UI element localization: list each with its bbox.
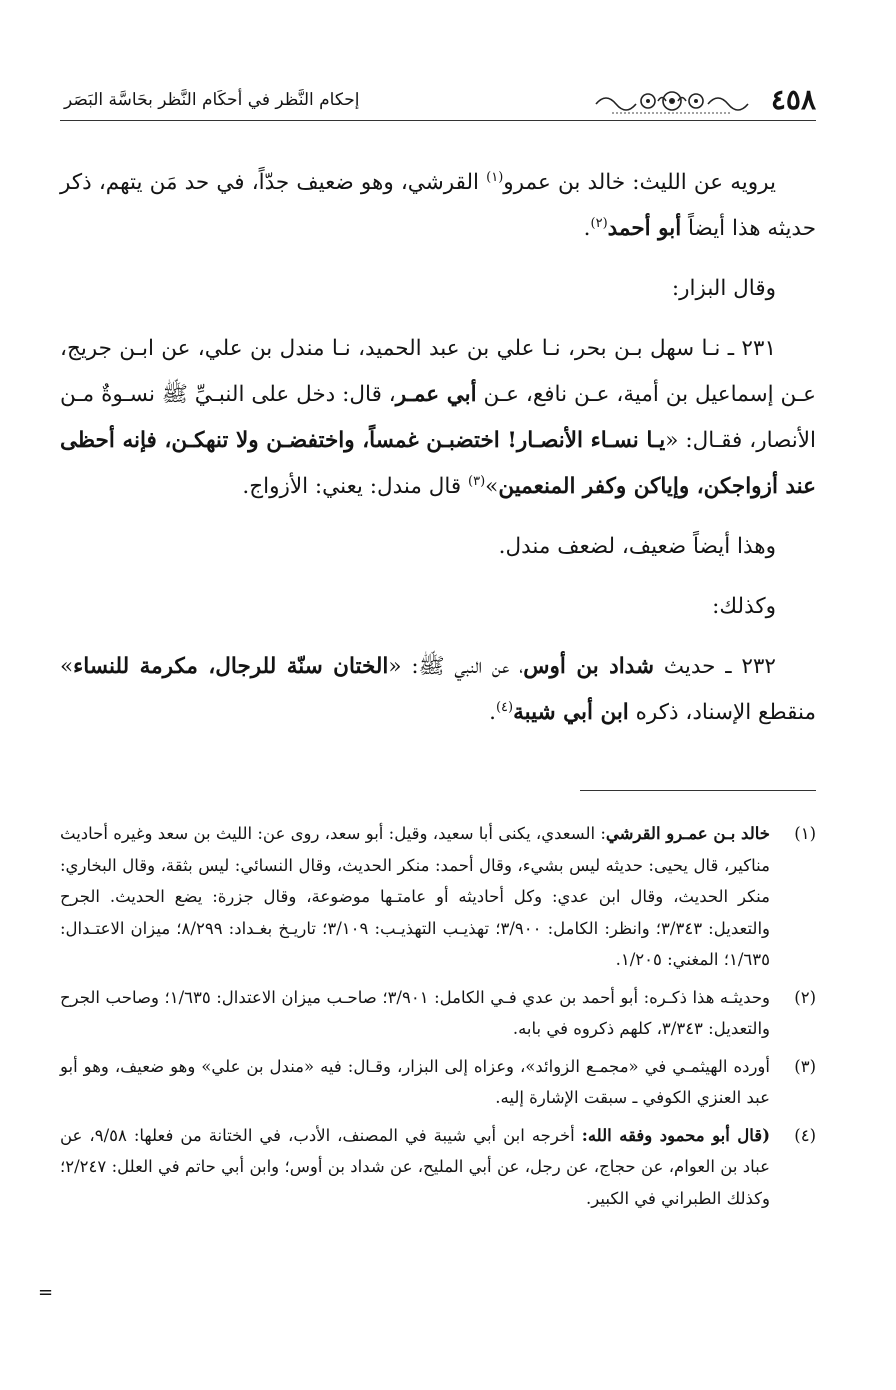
text-run: ، قال: دخل على النبـيِّ ﷺ نسـوةٌ مـن الأنصار، فقـال: « [60, 382, 816, 453]
page-header [60, 82, 816, 122]
text-run: قال مندل: يعني: الأزواج. [242, 474, 469, 499]
paragraph-1 [60, 160, 816, 252]
footnote-2 [60, 982, 816, 1045]
footnote-ref[interactable]: (٤) [495, 699, 514, 715]
footnote-4 [60, 1120, 816, 1215]
bold-name: شداد بن أوس [523, 654, 654, 679]
footnote-text: أورده الهيثمـي في «مجمـع الزوائد»، وعزاه إلى البزار، وقـال: فيه «مندل بن علي» وهو ضعيف، وهو أبو عبد العنزي الكوفي ـ سبقت الإشارة إليه. [60, 1056, 770, 1107]
footnote-separator [580, 790, 816, 791]
text-run: » منقطع الإسناد، ذكره [60, 654, 816, 725]
running-title: إحكام النَّظر في أحكَام النَّظر بحَاسَّة البَصَر [64, 90, 360, 110]
book-page [60, 0, 816, 1390]
text-run: » [485, 474, 499, 499]
paragraph-2: وقال البزار: [671, 276, 776, 301]
margin-mark: = [38, 1282, 54, 1303]
hadith-text: يـا نسـاء الأنصـار! اختضبـن غمساً، واختفضـن ولا تنهكـن، فإنه أحظى عند أزواجكن، وإياكن وكفر المنعمين [60, 428, 816, 499]
footnote-number: (٣) [794, 1056, 816, 1076]
footnote-number: (٢) [794, 987, 816, 1007]
paragraph-3-hadith-231 [60, 326, 816, 510]
footnote-text: أخرجه ابن أبي شيبة في المصنف، الأدب، في الختانة من فعلها: ٩/٥٨، عن عباد بن العوام، عن حجاج، عن رجل، عن أبي المليح، عن شداد بن أوس؛ وابن أبي حاتم في العلل: ٢/٢٤٧؛ وكذلك الطبراني في الكبير. [60, 1125, 770, 1208]
footnote-number: (٤) [794, 1125, 816, 1145]
footnote-text: : السعدي، يكنى أبا سعيد، وقيل: أبو سعد، روى عن: الليث بن سعد وغيره أحاديث مناكير، قال يحيى: حديثه ليس بشيء، وقال أحمد: منكر الحديث، وقال النسائي: ليس بثقة، وقال البخاري: منكر الحديث، وقال ابن عدي: وكل أحاديثه أو عامتـها موضوعة، وقال جزرة: يضع الحديث. الجرح والتعديل: ٣/٣٤٣؛ وانظر: الكامل: ٣/٩٠٠؛ تهذيـب التهذيـب: ٣/١٠٩؛ تاريـخ بغـداد: ٨/٢٩٩؛ ميزان الاعتـدال: ١/٦٣٥؛ المغني: ١/٢٠٥. [60, 824, 770, 969]
text-run: ٢٣١ ـ نـا سهل بـن بحر، نـا علي بن عبد الحميد، نـا مندل بن علي، عن ابـن جريج، عـن إسماعيل بن أمية، عـن نافع، عـن [60, 336, 816, 407]
footnote-1 [60, 818, 816, 976]
header-divider [60, 120, 816, 121]
paragraph-6-hadith-232 [60, 644, 816, 736]
page-number: ٤٥٨ [770, 83, 816, 116]
footnote-bold: (قال أبو محمود وفقه الله: [581, 1125, 770, 1145]
footnotes [60, 818, 816, 1220]
footnote-text: وحديثـه هذا ذكـره: أبو أحمد بن عدي فـي الكامل: ٣/٩٠١؛ صاحـب ميزان الاعتدال: ١/٦٣٥؛ وصاحب الجرح والتعديل: ٣/٣٤٣، كلهم ذكروه في بابه. [60, 987, 770, 1038]
text-run: ، عن النبي ﷺ: « [388, 654, 524, 679]
paragraph-4: وهذا أيضاً ضعيف، لضعف مندل. [498, 534, 776, 559]
footnote-number: (١) [794, 824, 816, 843]
text-run: يرويه عن الليث: خالد بن عمرو [503, 170, 777, 195]
main-text [60, 160, 816, 750]
text-run: القرشي، وهو ضعيف جدّاً، في حد مَن يتهم، ذكر حديثه هذا أيضاً [60, 170, 816, 241]
text-run: . [489, 700, 496, 725]
footnote-bold: خالد بـن عمـرو القرشي [605, 824, 770, 843]
footnote-ref[interactable]: (١) [486, 169, 504, 185]
text-run: . [583, 216, 591, 241]
bold-name: أبو أحمد [607, 216, 682, 241]
bold-name: ابن أبي شيبة [513, 700, 629, 725]
bold-name: أبي عمـر [395, 382, 477, 407]
header-ornament-icon [592, 86, 752, 116]
text-run: ٢٣٢ ـ حديث [653, 654, 776, 679]
hadith-text: الختان سنّة للرجال، مكرمة للنساء [73, 654, 389, 679]
footnote-ref[interactable]: (٢) [590, 215, 608, 231]
paragraph-5: وكذلك: [712, 594, 776, 619]
footnote-3 [60, 1051, 816, 1114]
footnote-ref[interactable]: (٣) [468, 473, 486, 489]
